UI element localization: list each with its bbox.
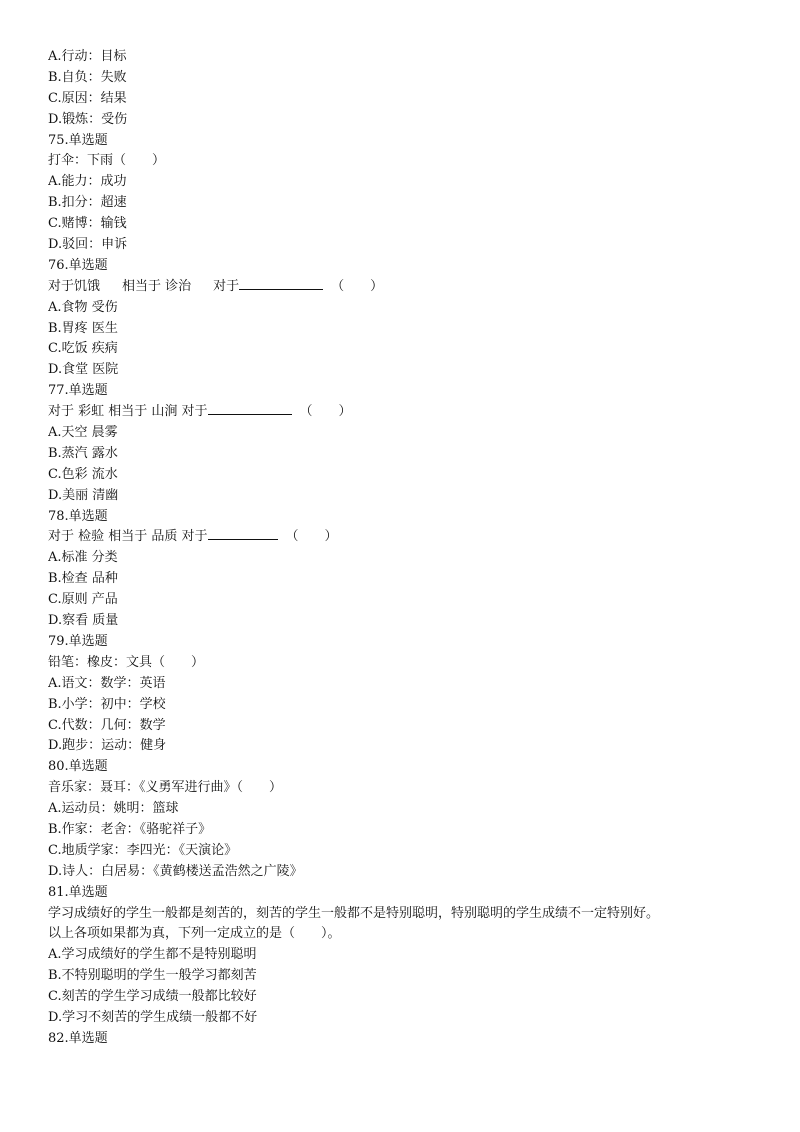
option-b: B.胃疼 医生 [48, 320, 118, 336]
question-78-header: 78.单选题 [48, 508, 108, 524]
question-79-header: 79.单选题 [48, 633, 108, 649]
stem-part: 对于 彩虹 相当于 山涧 对于 [48, 404, 208, 420]
option-a: A.天空 晨雾 [48, 425, 118, 441]
question-76-header: 76.单选题 [48, 257, 108, 273]
question-77-header: 77.单选题 [48, 383, 108, 399]
question-81-stem: 学习成绩好的学生一般都是刻苦的，刻苦的学生一般都不是特别聪明，特别聪明的学生成绩不一定特别好。 [48, 905, 660, 921]
option-b: B.自负：失败 [48, 69, 127, 85]
question-82-header: 82.单选题 [48, 1030, 108, 1046]
question-75-stem: 打伞：下雨（ ） [48, 153, 166, 169]
option-a: A.语文：数学：英语 [48, 675, 166, 691]
answer-blank [239, 277, 323, 290]
option-d: D.学习不刻苦的学生成绩一般都不好 [48, 1009, 258, 1025]
question-78-stem [48, 527, 768, 548]
option-d: D.驳回：申诉 [48, 237, 128, 253]
option-c: C.代数：几何：数学 [48, 717, 166, 733]
option-d: D.美丽 清幽 [48, 487, 119, 503]
answer-parens: （ ） [299, 404, 352, 420]
question-81-prompt: 以上各项如果都为真，下列一定成立的是（ ）。 [48, 926, 341, 942]
question-80-header: 80.单选题 [48, 759, 108, 775]
option-c: C.色彩 流水 [48, 466, 118, 482]
stem-part: 对于 [213, 278, 240, 294]
answer-blank [208, 402, 292, 415]
option-d: D.锻炼：受伤 [48, 111, 128, 127]
option-b: B.不特别聪明的学生一般学习都刻苦 [48, 968, 257, 984]
option-c: C.原因：结果 [48, 90, 127, 106]
exam-page [48, 47, 768, 1050]
option-a: A.行动：目标 [48, 49, 127, 64]
answer-parens: （ ） [331, 278, 384, 294]
stem-part: 对于饥饿 [48, 278, 101, 294]
stem-part: 对于 检验 相当于 品质 对于 [48, 529, 208, 545]
option-c: C.原则 产品 [48, 592, 118, 608]
question-81-header: 81.单选题 [48, 884, 108, 900]
question-80-stem: 音乐家：聂耳：《义勇军进行曲》（ ） [48, 780, 283, 796]
option-d: D.察看 质量 [48, 613, 119, 629]
option-b: B.扣分：超速 [48, 195, 127, 211]
option-a: A.运动员：姚明：篮球 [48, 801, 179, 817]
option-c: C.刻苦的学生学习成绩一般都比较好 [48, 989, 257, 1005]
option-d: D.诗人：白居易：《黄鹤楼送孟浩然之广陵》 [48, 863, 303, 879]
question-77-stem [48, 402, 768, 423]
option-b: B.蒸汽 露水 [48, 445, 118, 461]
option-a: A.食物 受伤 [48, 299, 118, 315]
question-79-stem: 铅笔：橡皮：文具（ ） [48, 654, 205, 670]
option-c: C.地质学家：李四光：《天演论》 [48, 842, 238, 858]
option-c: C.吃饭 疾病 [48, 341, 118, 357]
answer-blank [208, 527, 278, 540]
option-b: B.作家：老舍：《骆驼祥子》 [48, 821, 212, 837]
option-d: D.食堂 医院 [48, 362, 119, 378]
question-75-header: 75.单选题 [48, 132, 108, 148]
stem-part: 相当于 诊治 [122, 278, 192, 294]
option-b: B.检查 品种 [48, 571, 118, 587]
option-d: D.跑步：运动：健身 [48, 738, 167, 754]
option-a: A.能力：成功 [48, 174, 127, 190]
question-76-stem [48, 277, 768, 298]
option-a: A.标准 分类 [48, 550, 118, 566]
answer-parens: （ ） [285, 529, 338, 545]
option-a: A.学习成绩好的学生都不是特别聪明 [48, 947, 257, 963]
option-c: C.赌博：输钱 [48, 216, 127, 232]
option-b: B.小学：初中：学校 [48, 696, 166, 712]
